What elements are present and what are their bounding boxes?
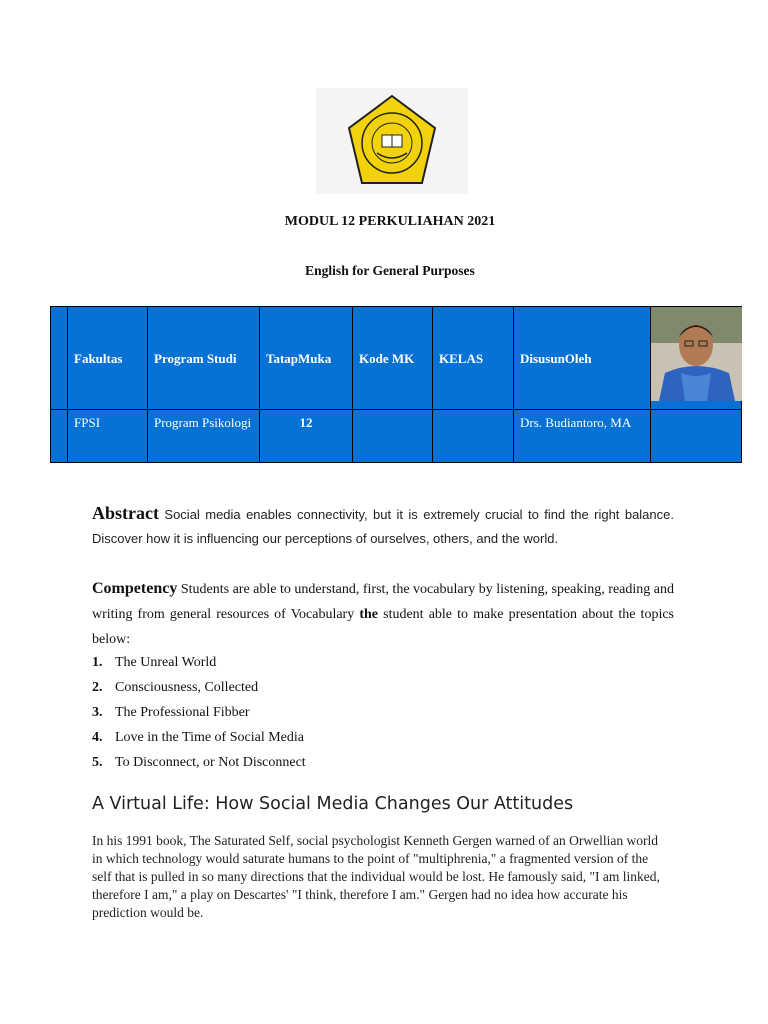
header-cell-fakultas: Fakultas — [68, 307, 148, 410]
list-item — [92, 725, 306, 750]
course-info-table — [50, 306, 742, 463]
module-title: MODUL 12 PERKULIAHAN 2021 — [284, 214, 496, 229]
data-cell-blank — [51, 410, 68, 463]
list-item-number: 3. — [92, 705, 103, 720]
abstract-label: Abstract — [92, 503, 159, 523]
list-item — [92, 650, 306, 675]
university-seal-icon — [344, 93, 440, 189]
competency-section — [92, 576, 674, 652]
list-item — [92, 750, 306, 775]
data-cell-kode-mk — [353, 410, 433, 463]
list-item-number: 5. — [92, 755, 103, 770]
list-item-number: 1. — [92, 655, 103, 670]
list-item — [92, 700, 306, 725]
list-item — [92, 675, 306, 700]
article-title: A Virtual Life: How Social Media Changes Our Attitudes — [92, 794, 574, 814]
competency-bold-word: the — [359, 607, 379, 622]
university-logo — [316, 88, 468, 194]
data-cell-fakultas: FPSI — [68, 410, 148, 463]
list-item-text: Love in the Time of Social Media — [115, 730, 304, 745]
list-item-text: The Unreal World — [115, 655, 217, 670]
author-photo — [651, 307, 742, 410]
header-cell-kelas: KELAS — [433, 307, 514, 410]
list-item-text: The Professional Fibber — [115, 705, 250, 720]
course-title: English for General Purposes — [305, 263, 475, 278]
competency-text-after: student able to make presentation about the topics below: — [92, 607, 674, 647]
header-cell-kode-mk: Kode MK — [353, 307, 433, 410]
author-portrait-icon — [651, 307, 742, 401]
article-paragraph: In his 1991 book, The Saturated Self, social psychologist Kenneth Gergen warned of an Orwellian world in which technology would saturate humans to the point of "multiphrenia," a fragmented version of the self that is pulled in so many directions that the individual would be lost. He famously said, "I am linked, therefore I am," a play on Descartes' "I think, therefore I am." Gergen had no idea how accurate his prediction would be. — [92, 833, 660, 920]
header-cell-tatapmuka: TatapMuka — [260, 307, 353, 410]
data-cell-kelas — [433, 410, 514, 463]
list-item-text: To Disconnect, or Not Disconnect — [115, 755, 306, 770]
competency-text-before: Students are able to understand, first, the vocabulary by listening, speaking, reading and writing from general resources of Vocabulary — [92, 582, 674, 622]
header-cell-disusun-oleh: DisusunOleh — [514, 307, 651, 410]
data-cell-tatapmuka: 12 — [260, 410, 353, 463]
data-cell-disusun-oleh: Drs. Budiantoro, MA — [514, 410, 651, 463]
abstract-text: Social media enables connectivity, but it is extremely crucial to find the right balance. Discover how it is influencing our perceptions of ourselves, others, and the world. — [92, 507, 674, 546]
list-item-text: Consciousness, Collected — [115, 680, 259, 695]
list-item-number: 2. — [92, 680, 103, 695]
table-header-row — [51, 307, 742, 410]
list-item-number: 4. — [92, 730, 103, 745]
data-cell-photo-blank — [651, 410, 742, 463]
data-cell-program-studi: Program Psikologi — [148, 410, 260, 463]
table-data-row — [51, 410, 742, 463]
competency-label: Competency — [92, 580, 178, 597]
header-cell-program-studi: Program Studi — [148, 307, 260, 410]
header-cell-blank — [51, 307, 68, 410]
topics-list — [92, 650, 306, 775]
abstract-section — [92, 501, 674, 551]
